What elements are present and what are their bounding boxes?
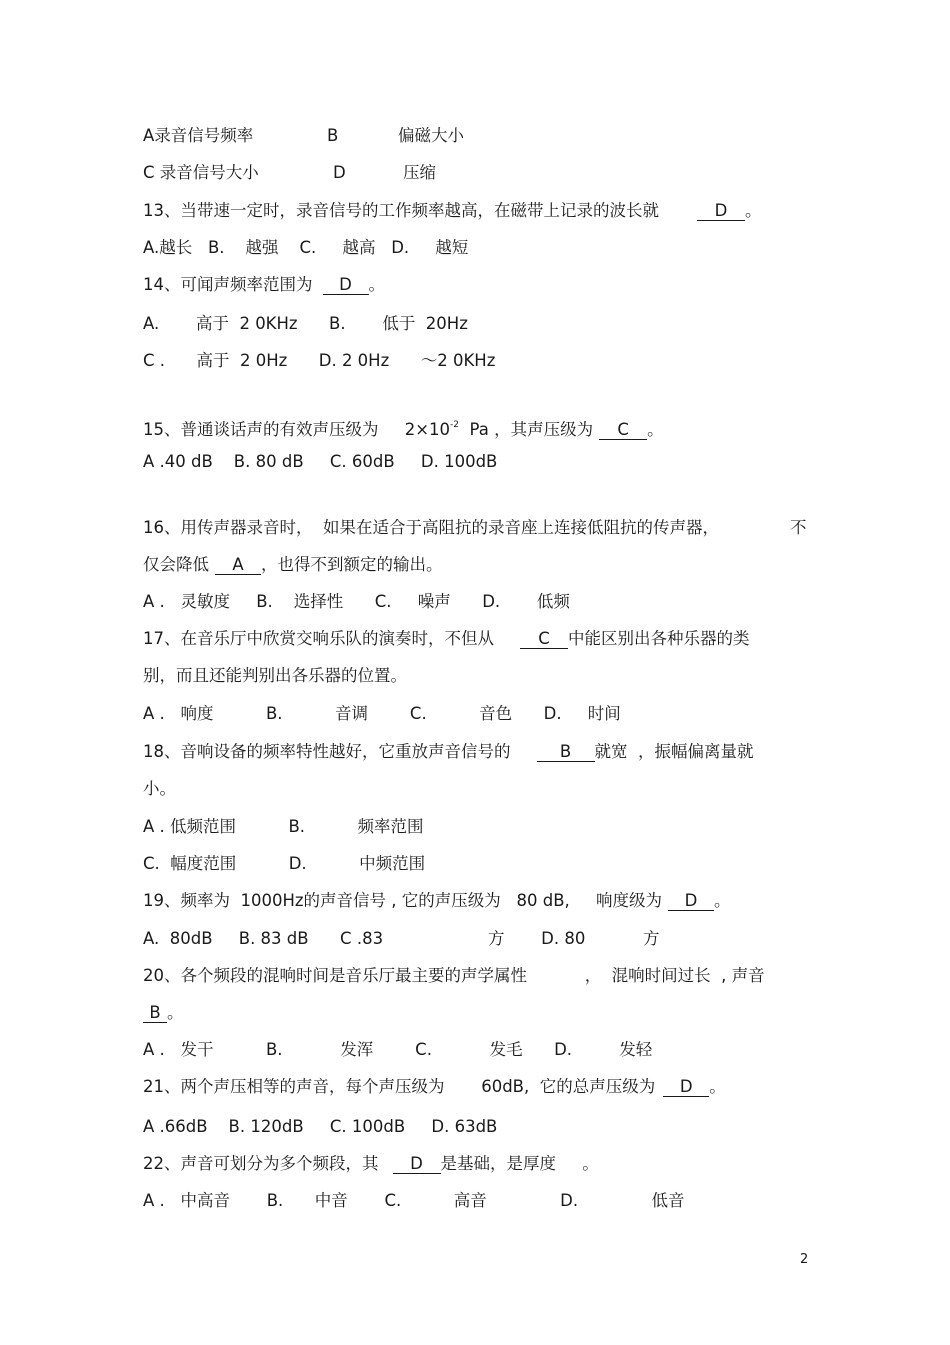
q13-stem: 13、当带速一定时，录音信号的工作频率越高，在磁带上记录的波长就: [143, 201, 659, 220]
q21-stem-line: [143, 1076, 726, 1098]
q19-stem-line: [143, 890, 731, 912]
q17-line-2: 别，而且还能判别出各乐器的位置。: [143, 666, 407, 685]
q21-stem: 21、两个声压相等的声音，每个声压级为 60dB, 它的总声压级为: [143, 1077, 656, 1096]
q15-stem-b: Pa ，其声压级为: [459, 420, 594, 439]
q22-answer: D: [393, 1155, 441, 1174]
q14-stem: 14、可闻声频率范围为: [143, 275, 313, 294]
q12-option-b-text: 偏磁大小: [398, 126, 464, 145]
q16-line-2-a: 仅会降低: [143, 555, 209, 574]
q20-options: A . 发干 B. 发浑 C. 发毛 D. 发轻: [143, 1040, 653, 1059]
q16-line-1: 16、用传声器录音时， 如果在适合于高阻抗的录音座上连接低阻抗的传声器，: [143, 518, 719, 537]
q21-end: 。: [709, 1077, 726, 1096]
q22-stem-a: 22、声音可划分为多个频段，其: [143, 1154, 379, 1173]
q19-options: A. 80dB B. 83 dB C .83 方 D. 80 方: [143, 929, 660, 948]
q21-answer: D: [663, 1078, 709, 1097]
q12-option-a: A录音信号频率: [143, 126, 254, 145]
q13-stem-line: [143, 200, 762, 222]
q18-line-1: [143, 741, 754, 763]
q14-end: 。: [368, 275, 385, 294]
q14-stem-line: [143, 274, 385, 296]
q18-line-1-b: 就宽 ，振幅偏离量就: [594, 742, 754, 761]
q15-answer: C: [599, 421, 647, 440]
q16-line-2: [143, 554, 443, 576]
q20-line-2: [143, 1002, 184, 1024]
q18-line-1-a: 18、音响设备的频率特性越好，它重放声音信号的: [143, 742, 511, 761]
q22-stem-b: 是基础，是厚度 。: [440, 1154, 599, 1173]
q21-options: A .66dB B. 120dB C. 100dB D. 63dB: [143, 1117, 498, 1136]
q14-options-2: C . 高于 2 0Hz D. 2 0Hz ～2 0KHz: [143, 351, 496, 370]
q20-line-1: 20、各个频段的混响时间是音乐厅最主要的声学属性 ， 混响时间过长 , 声音: [143, 966, 765, 985]
q12-option-d-label: D: [333, 163, 346, 182]
q17-line-1-b: 中能区别出各种乐器的类: [568, 629, 750, 648]
q18-answer: B: [537, 743, 595, 762]
q16-line-2-b: ，也得不到额定的输出。: [261, 555, 443, 574]
q20-answer: B: [143, 1004, 167, 1023]
q18-options-1: A . 低频范围 B. 频率范围: [143, 817, 424, 836]
q15-exponent: -2: [450, 420, 460, 430]
q19-end: 。: [714, 891, 731, 910]
q14-answer: D: [323, 276, 369, 295]
q20-end: 。: [167, 1003, 184, 1022]
q12-option-b-label: B: [327, 126, 339, 145]
page-number: 2: [800, 1252, 809, 1267]
q22-options: A . 中高音 B. 中音 C. 高音 D. 低音: [143, 1191, 685, 1210]
q13-end: 。: [745, 201, 762, 220]
q18-line-2: 小。: [143, 779, 176, 798]
q13-answer: D: [697, 202, 745, 221]
q17-answer: C: [520, 630, 568, 649]
q12-option-c: C 录音信号大小: [143, 163, 259, 182]
q16-options: A . 灵敏度 B. 选择性 C. 噪声 D. 低频: [143, 592, 570, 611]
q13-options: A.越长 B. 越强 C. 越高 D. 越短: [143, 238, 469, 257]
q16-answer: A: [215, 556, 261, 575]
q17-options: A . 响度 B. 音调 C. 音色 D. 时间: [143, 704, 621, 723]
q14-options-1: A. 高于 2 0KHz B. 低于 20Hz: [143, 314, 468, 333]
q22-stem-line: [143, 1153, 599, 1175]
q17-line-1-a: 17、在音乐厅中欣赏交响乐队的演奏时，不但从: [143, 629, 494, 648]
q12-option-d-text: 压缩: [403, 163, 436, 182]
q15-stem-line: [143, 414, 664, 441]
q17-line-1: [143, 628, 750, 650]
q15-options: A .40 dB B. 80 dB C. 60dB D. 100dB: [143, 452, 498, 471]
q18-options-2: C. 幅度范围 D. 中频范围: [143, 854, 426, 873]
q19-answer: D: [668, 892, 714, 911]
q19-stem: 19、频率为 1000Hz的声音信号 , 它的声压级为 80 dB, 响度级为: [143, 891, 663, 910]
q15-end: 。: [647, 420, 664, 439]
q16-line-1-end: 不: [790, 518, 807, 537]
q15-stem-a: 15、普通谈话声的有效声压级为 2×10: [143, 420, 451, 439]
